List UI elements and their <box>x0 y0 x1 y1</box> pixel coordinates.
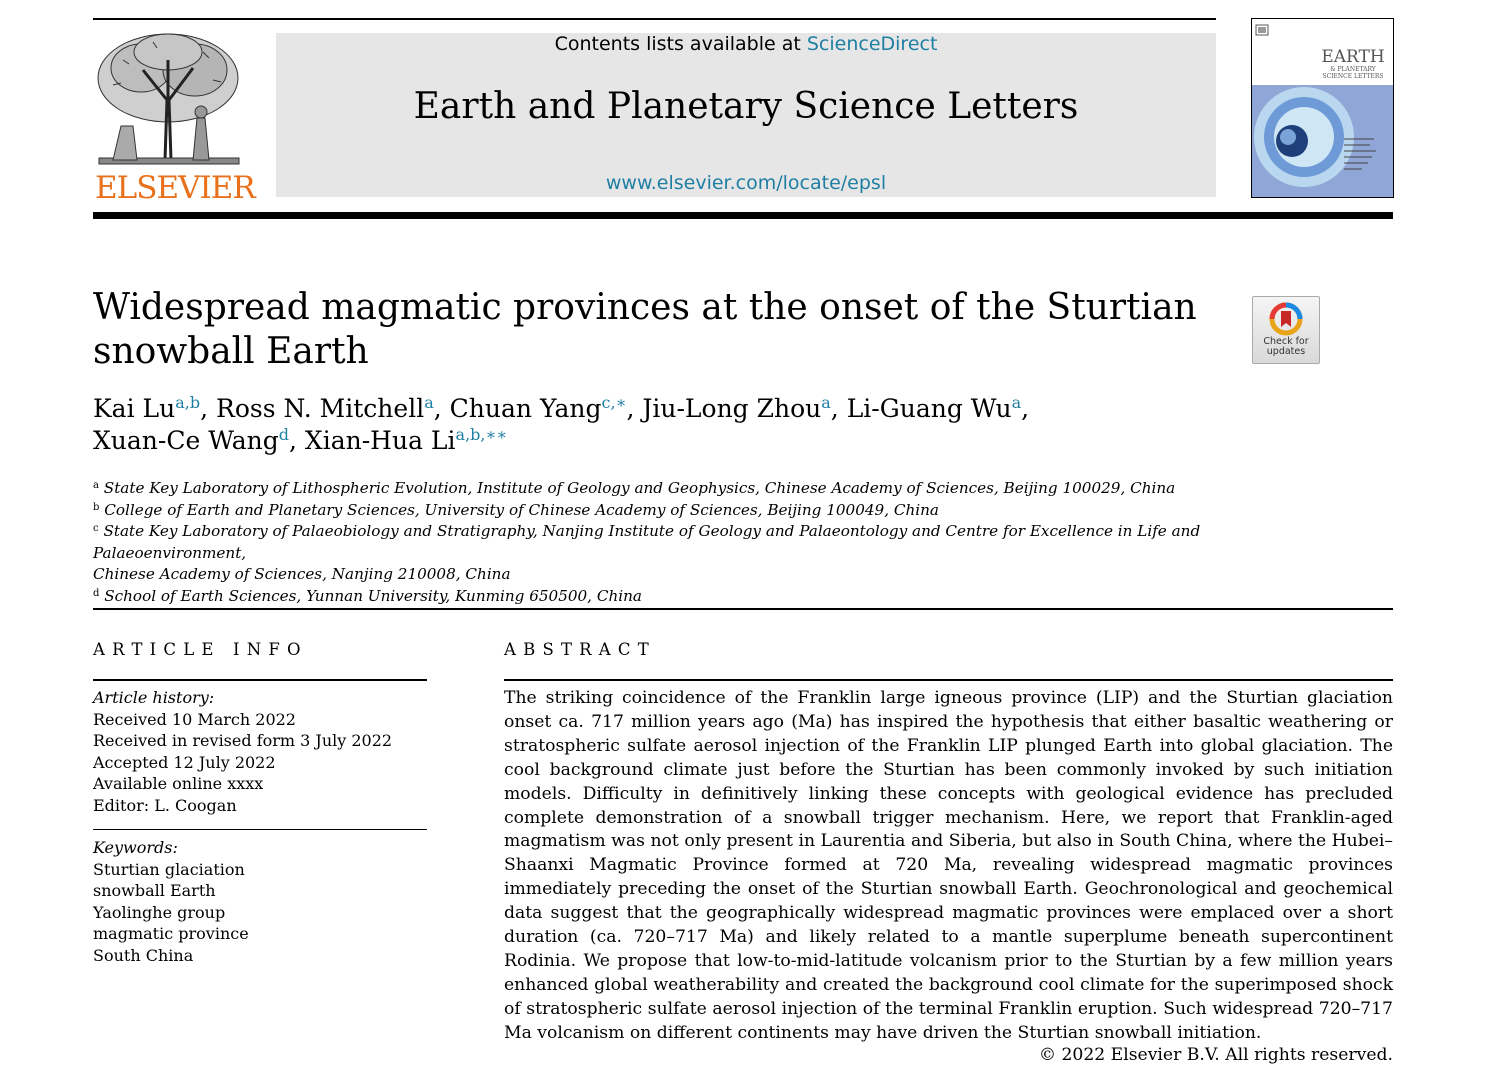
cover-title-line2: & PLANETARY <box>1330 66 1376 73</box>
author-separator: , <box>289 426 305 455</box>
affiliation-text: College of Earth and Planetary Sciences, University of Chinese Academy of Sciences, Beijing 100049, China <box>104 500 939 519</box>
affiliation-label: d <box>93 587 100 599</box>
author-item[interactable] <box>847 394 1021 423</box>
author-separator: , <box>200 394 217 423</box>
keyword-item: Yaolinghe group <box>93 902 226 922</box>
check-for-updates-button[interactable] <box>1252 296 1320 364</box>
keyword-item: snowball Earth <box>93 881 216 900</box>
author-name: Xian-Hua Li <box>304 426 456 455</box>
contents-prefix: Contents lists available at <box>554 33 807 55</box>
keyword-item: Sturtian glaciation <box>93 859 245 879</box>
article-info-heading: ARTICLE INFO <box>93 640 308 659</box>
affiliation-list <box>93 478 1243 607</box>
affiliation-label: b <box>93 501 100 513</box>
affiliation-item <box>93 521 1243 564</box>
abstract-rule <box>504 679 1393 681</box>
author-name: Ross N. Mitchell <box>216 394 425 423</box>
section-divider <box>93 608 1393 610</box>
history-item: Available online xxxx <box>93 774 264 793</box>
author-affiliation-sup[interactable]: a <box>821 393 831 412</box>
author-separator: , <box>626 394 643 423</box>
author-affiliation-sup[interactable]: a <box>1011 393 1022 412</box>
author-name: Li-Guang Wu <box>846 394 1012 423</box>
keyword-item: magmatic province <box>93 924 249 943</box>
abstract-heading: ABSTRACT <box>504 640 656 659</box>
author-affiliation-sup[interactable]: a,b,∗∗ <box>455 425 508 444</box>
author-affiliation-sup[interactable]: a,b <box>175 393 201 412</box>
elsevier-tree-logo <box>93 30 243 168</box>
contents-availability-line <box>276 33 1216 55</box>
affiliation-item <box>93 586 1243 608</box>
affiliation-item <box>93 478 1243 500</box>
affiliation-label: a <box>93 480 99 491</box>
author-separator: , <box>1021 394 1030 423</box>
affiliation-text: State Key Laboratory of Palaeobiology and Stratigraphy, Nanjing Institute of Geology and Palaeontology and Centre for Excellence in Life and Palaeoenvironment, <box>93 522 1201 562</box>
author-item[interactable] <box>93 426 289 455</box>
author-item[interactable] <box>216 394 434 423</box>
journal-cover-thumbnail[interactable] <box>1251 18 1394 198</box>
affiliation-text: State Key Laboratory of Lithospheric Evolution, Institute of Geology and Geophysics, Chinese Academy of Sciences, Beijing 100029, China <box>103 479 1176 497</box>
author-item[interactable] <box>305 426 507 455</box>
history-item: Received in revised form 3 July 2022 <box>93 731 393 750</box>
cover-title-line1: EARTH <box>1321 47 1385 67</box>
cover-title-line3: SCIENCE LETTERS <box>1322 73 1384 80</box>
affiliation-text: Chinese Academy of Sciences, Nanjing 210008, China <box>93 565 511 583</box>
sciencedirect-link[interactable]: ScienceDirect <box>806 33 938 55</box>
crossmark-label-line2: updates <box>1266 346 1306 357</box>
keywords-label: Keywords: <box>93 838 178 857</box>
crossmark-label-line1: Check for <box>1263 336 1309 347</box>
author-name: Kai Lu <box>93 394 176 423</box>
history-label: Article history: <box>93 688 215 707</box>
crossmark-label <box>1253 337 1319 357</box>
author-separator: , <box>830 394 847 423</box>
author-list <box>93 393 1193 457</box>
history-item: Accepted 12 July 2022 <box>93 752 276 772</box>
article-history <box>93 687 392 816</box>
author-name: Chuan Yang <box>449 394 602 423</box>
author-affiliation-sup[interactable]: a <box>424 393 434 412</box>
header-top-rule <box>93 18 1216 20</box>
author-item[interactable] <box>93 394 200 423</box>
keywords-rule <box>93 829 427 830</box>
author-affiliation-sup[interactable]: d <box>278 425 290 444</box>
author-item[interactable] <box>642 394 830 423</box>
author-name: Xuan-Ce Wang <box>93 426 279 455</box>
keyword-item: South China <box>93 945 194 965</box>
abstract-body: The striking coincidence of the Franklin large igneous province (LIP) and the Sturtian glaciation onset ca. 717 million years ago (Ma) has inspired the hypothesis that either basaltic weathering or stratospheric sulfate aerosol injection of the Franklin LIP plunged Earth into global glaciation. The cool background climate just before the Sturtian has been commonly invoked by such initiation models. Difficulty in definitively linking these concepts with geological evidence has precluded complete demonstration of a snowball trigger mechanism. Here, we report that Franklin-aged magmatism was not only present in Laurentia and Siberia, but also in South China, where the Hubei–Shaanxi Magmatic Province formed at 720 Ma, revealing widespread magmatic provinces immediately preceding the onset of the Sturtian snowball Earth. Geochronological and geochemical data suggest that the geographically widespread magmatic provinces were emplaced over a short duration (ca. 720–717 Ma) and likely related to a mantle superplume beneath supercontinent Rodinia. We propose that low-to-mid-latitude volcanism prior to the Sturtian by a few million years enhanced global weatherability and created the background cool climate for the superimposed shock of stratospheric sulfate aerosol injection of the terminal Franklin eruption. Such widespread 720–717 Ma volcanism on different continents may have driven the Sturtian snowball initiation. <box>504 688 1393 1043</box>
affiliation-item <box>93 564 1243 586</box>
affiliation-label: c <box>93 523 99 534</box>
author-separator: , <box>433 394 450 423</box>
copyright-notice: © 2022 Elsevier B.V. All rights reserved. <box>1038 1045 1393 1065</box>
history-item: Editor: L. Coogan <box>93 795 237 815</box>
publisher-name: ELSEVIER <box>95 170 255 206</box>
affiliation-item <box>93 500 1243 522</box>
journal-url-link[interactable]: www.elsevier.com/locate/epsl <box>605 172 887 194</box>
history-item: Received 10 March 2022 <box>93 709 296 729</box>
journal-name: Earth and Planetary Science Letters <box>413 86 1079 127</box>
author-item[interactable] <box>450 394 627 423</box>
header-thick-rule <box>93 212 1393 219</box>
keywords-list <box>93 837 249 966</box>
article-info-rule <box>93 679 427 681</box>
author-name: Jiu-Long Zhou <box>642 394 822 423</box>
affiliation-text: School of Earth Sciences, Yunnan University, Kunming 650500, China <box>104 586 642 605</box>
author-affiliation-sup[interactable]: c,∗ <box>601 393 627 412</box>
article-title: Widespread magmatic provinces at the onset of the Sturtian snowball Earth <box>93 287 1197 372</box>
